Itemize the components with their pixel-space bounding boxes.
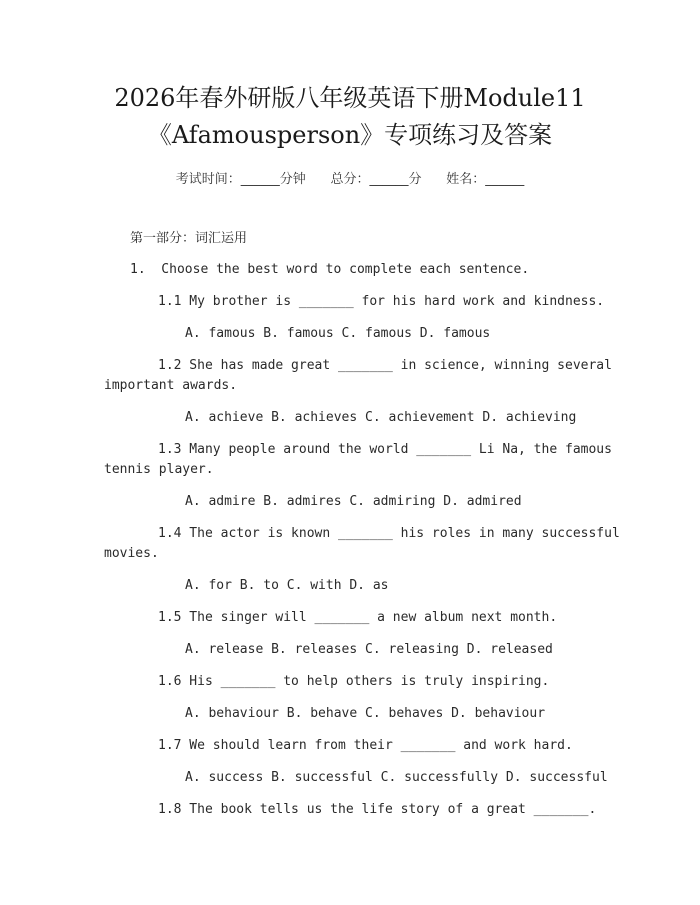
question-options: A. behaviour B. behave C. behaves D. behaviour [185, 706, 546, 721]
question-stem: 1.3 Many people around the world _______ Li Na, the famous [158, 442, 612, 457]
section-instruction: 1. Choose the best word to complete each sentence. [130, 262, 530, 277]
question-options: A. release B. releases C. releasing D. released [185, 642, 553, 657]
title-line-2: 《Afamousperson》专项练习及答案 [147, 121, 553, 149]
question-stem: 1.7 We should learn from their _______ and work hard. [158, 738, 573, 753]
question-stem: 1.4 The actor is known _______ his roles in many successful [158, 526, 620, 541]
question-options: A. for B. to C. with D. as [185, 578, 389, 593]
question-options: A. success B. successful C. successfully D. successful [185, 770, 608, 785]
question-stem-continuation: movies. [104, 546, 159, 561]
question-stem: 1.5 The singer will _______ a new album next month. [158, 610, 558, 625]
title-line-1: 2026年春外研版八年级英语下册Module11 [114, 84, 586, 112]
question-options: A. famous B. famous C. famous D. famous [185, 326, 491, 341]
question-stem: 1.6 His _______ to help others is truly inspiring. [158, 674, 550, 689]
question-stem: 1.1 My brother is _______ for his hard work and kindness. [158, 294, 605, 309]
question-options: A. admire B. admires C. admiring D. admired [185, 494, 522, 509]
question-stem: 1.8 The book tells us the life story of a great _______. [158, 802, 597, 817]
question-options: A. achieve B. achieves C. achievement D. achieving [185, 410, 577, 425]
question-stem-continuation: tennis player. [104, 462, 214, 477]
question-stem: 1.2 She has made great _______ in science, winning several [158, 358, 612, 373]
exam-info-line: 考试时间：______分钟 总分：______分 姓名：______ [175, 172, 525, 187]
section-heading: 第一部分：词汇运用 [130, 231, 248, 246]
question-stem-continuation: important awards. [104, 378, 238, 393]
